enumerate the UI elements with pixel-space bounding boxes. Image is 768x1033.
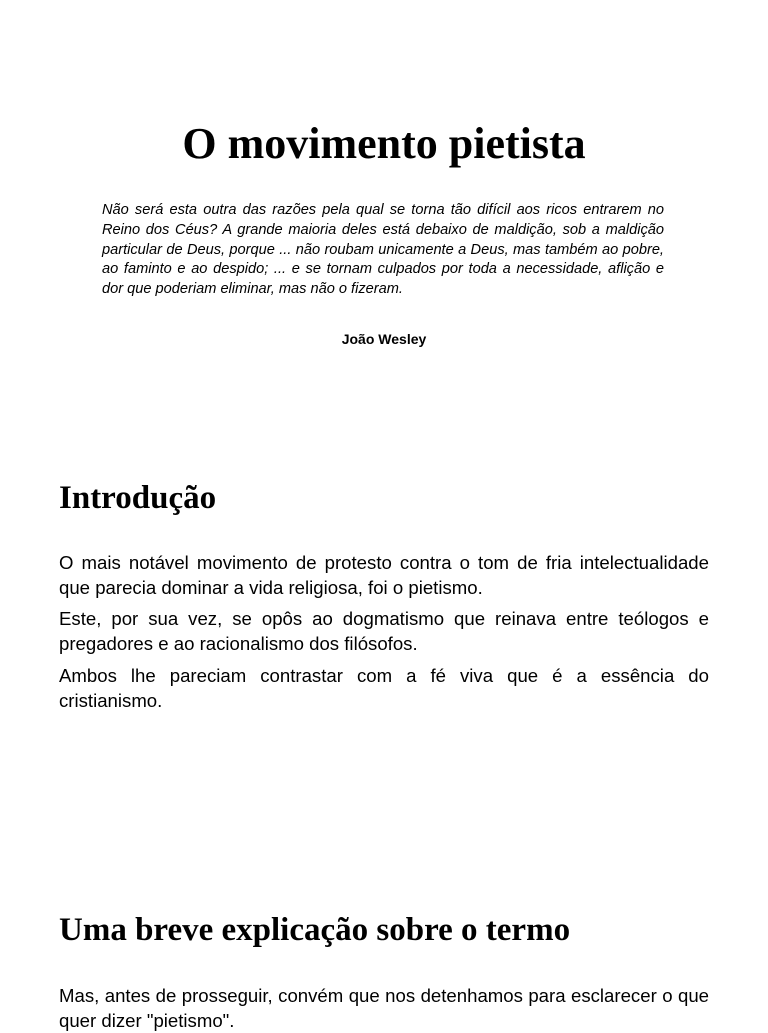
paragraph: Mas, antes de prosseguir, convém que nos detenhamos para esclarecer o que quer dizer "pietismo". [59, 985, 709, 1031]
paragraph: Este, por sua vez, se opôs ao dogmatismo que reinava entre teólogos e pregadores e ao racionalismo dos filósofos. [59, 608, 709, 654]
paragraph: Ambos lhe pareciam contrastar com a fé viva que é a essência do cristianismo. [59, 665, 709, 711]
epigraph-quote: Não será esta outra das razões pela qual se torna tão difícil aos ricos entrarem no Reino dos Céus? A grande maioria deles está debaixo de maldição, sob a maldição particular de Deus, porque ... não roubam unicamente a Deus, mas também ao pobre, ao faminto e ao despido; ... e se tornam culpados por toda a necessidade, aflição e dor que poderiam eliminar, mas não o fizeram. [102, 202, 664, 298]
document-title: O movimento pietista [182, 119, 586, 168]
section-heading-introducao: Introdução [59, 480, 217, 516]
section-heading-termo: Uma breve explicação sobre o termo [59, 912, 571, 948]
paragraph: O mais notável movimento de protesto contra o tom de fria intelectualidade que parecia dominar a vida religiosa, foi o pietismo. [59, 552, 709, 598]
epigraph-author: João Wesley [341, 331, 427, 347]
